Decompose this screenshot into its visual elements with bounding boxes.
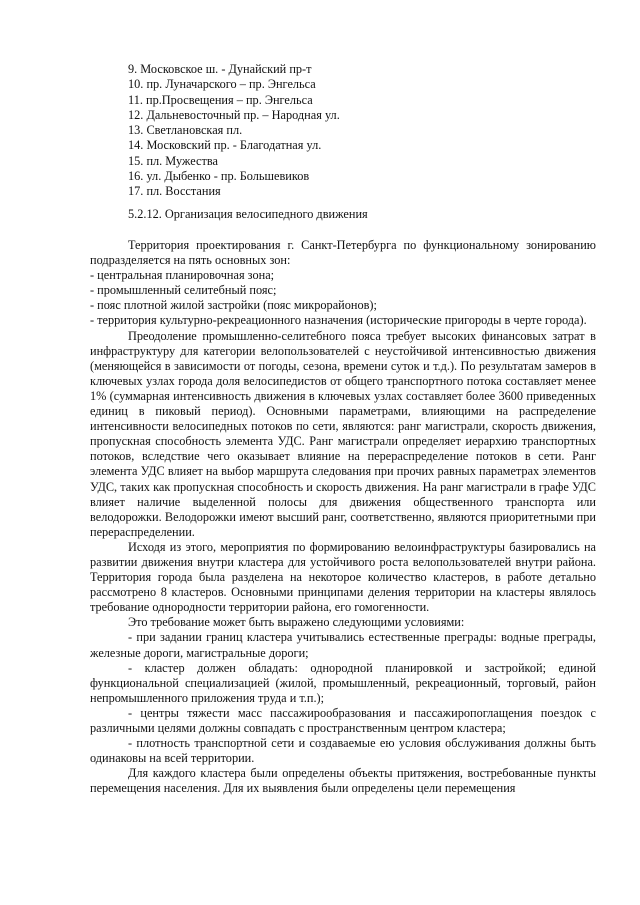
intersection-list — [128, 62, 340, 200]
condition-item: - центры тяжести масс пассажирообразования и пассажиропоглащения поездок с различными целями должны совпадать с пространственным центром кластера; — [90, 705, 596, 735]
list-item: 11. пр.Просвещения – пр. Энгельса — [128, 92, 313, 107]
paragraph: Для каждого кластера были определены объекты притяжения, востребованные пункты перемещения населения. Для их выявления были определены цели перемещения — [90, 766, 596, 796]
paragraph: Территория проектирования г. Санкт-Петербурга по функциональному зонированию подразделяется на пять основных зон: — [90, 238, 596, 268]
paragraph: Исходя из этого, мероприятия по формированию велоинфраструктуры базировались на развитии движения внутри кластера для устойчивого роста велопользователей внутри района. Территория города была разделена на некоторое количество кластеров, в работе детально рассмотрено 8 кластеров. Основными принципами деления территории на кластеры являлось требование однородности территории района, его гомогенности. — [90, 539, 596, 615]
paragraph: Преодоление промышленно-селитебного пояса требует высоких финансовых затрат в инфраструктуру для категории велопользователей с неустойчивой интенсивностью движения (меняющейся в зависимости от погоды, сезона, времени суток и т.д.). По результатам замеров в ключевых узлах города доля велосипедистов от общего транспортного потока составляет менее 1% (суммарная интенсивность движения в ключевых узлах составляет более 3600 приведенных единиц в пиковый период). Основными параметрами, влияющими на распределение интенсивности велосипедных потоков по сети, являются: ранг магистрали, скорость движения, пропускная способность элемента УДС. Ранг магистрали определяет иерархию транспортных потоков, вследствие чего оказывает влияние на перераспределение потоков в сети. Ранг элемента УДС влияет на выбор маршрута следования при прочих равных параметрах элементов УДС, таких как пропускная способность и скорость движения. На ранг магистрали в графе УДС влияет наличие выделенной полосы для движения общественного транспорта или велодорожки. Велодорожки имеют высший ранг, соответственно, являются приоритетными при перераспределении. — [90, 328, 596, 539]
list-item: 13. Светлановская пл. — [128, 123, 243, 138]
list-item: 9. Московское ш. - Дунайский пр-т — [128, 62, 312, 76]
zone-item: - центральная планировочная зона; — [90, 268, 275, 283]
list-item: 14. Московский пр. - Благодатная ул. — [128, 138, 322, 153]
section-heading: 5.2.12. Организация велосипедного движения — [128, 207, 368, 221]
zone-item: - промышленный селитебный пояс; — [90, 283, 277, 298]
body-text — [90, 238, 596, 796]
condition-item: - при задании границ кластера учитывались естественные преграды: водные преграды, железные дороги, магистральные дороги; — [90, 630, 596, 660]
zone-item: - территория культурно-рекреационного назначения (исторические пригороды в черте города). — [90, 313, 587, 328]
list-item: 15. пл. Мужества — [128, 153, 218, 168]
condition-item: - плотность транспортной сети и создаваемые ею условия обслуживания должны быть одинаковы на всей территории. — [90, 736, 596, 766]
zone-item: - пояс плотной жилой застройки (пояс микрорайонов); — [90, 298, 377, 313]
list-item: 10. пр. Луначарского – пр. Энгельса — [128, 77, 316, 92]
list-item: 16. ул. Дыбенко - пр. Большевиков — [128, 169, 310, 184]
list-item: 17. пл. Восстания — [128, 184, 221, 199]
condition-item: - кластер должен обладать: однородной планировкой и застройкой; единой функциональной специализацией (жилой, промышленный, рекреационный, торговый, район непромышленного приложения труда и т.п.); — [90, 660, 596, 705]
paragraph: Это требование может быть выражено следующими условиями: — [128, 615, 465, 630]
list-item: 12. Дальневосточный пр. – Народная ул. — [128, 107, 340, 122]
